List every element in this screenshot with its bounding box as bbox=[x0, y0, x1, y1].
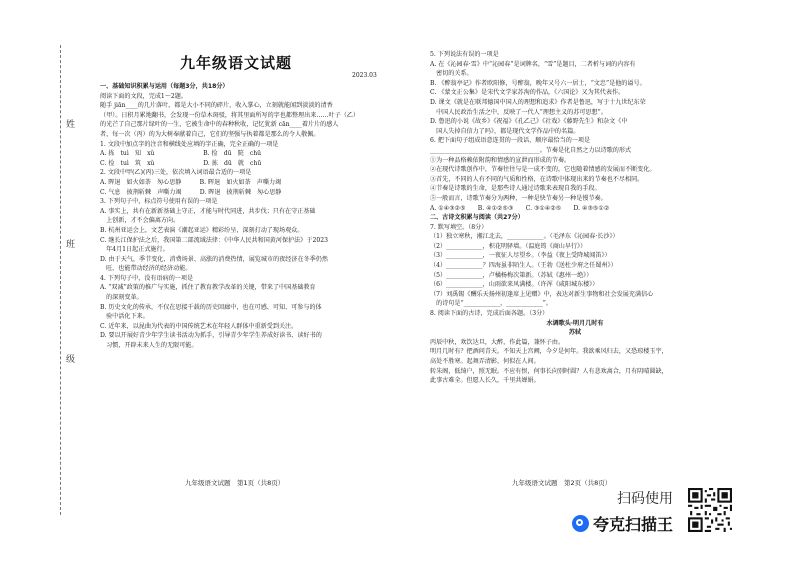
text-line: 8. 阅读下面的古诗，完成后面各题。（3分） bbox=[430, 310, 549, 318]
text-line: （甲）。日积月累地翻书，会发现一份草木斑驳，将其里面所写的字也都整理出来……叶子（乙） bbox=[100, 111, 359, 119]
text-line: 丙辰中秋，欢饮达旦，大醉，作此篇，兼怀子由。 bbox=[430, 338, 565, 346]
text-line: 上创新，才不会偏离方向。 bbox=[100, 217, 180, 225]
text-line: A. 晖退 如火如荼 匆心思静 B. 晖退 如火如荼 声嘶力竭 bbox=[100, 178, 282, 186]
text-line: 旺，也能带动经济的经济动能。 bbox=[100, 265, 192, 273]
text-line: ⑤一般而言，诗歌节奏分为两种，一种是快节奏另一种是慢节奏。 bbox=[430, 194, 607, 202]
text-line: 的诗句是“____________，____________”。 bbox=[430, 300, 553, 308]
text-line: 中国人民政治生活之中，反映了一代人“理想主义的苏可思想”。 bbox=[430, 108, 607, 116]
text-line: 的深刻变革。 bbox=[100, 294, 143, 302]
text-line: D. 由于天气，季节变化、消费场景、高涨的消费热情，展览城市的夜经济在冬季仍然 bbox=[100, 255, 328, 263]
text-line: 2. 文段中甲(乙)(丙)三处，依次填入词语最合适的一项是 bbox=[100, 169, 252, 177]
text-line: D. 鲁迅的小说《故乡》《祝福》《孔乙己》《社戏》《藤野先生》和杂文《中 bbox=[430, 118, 628, 126]
text-line: 习惯，开辟未来人生的无限可能。 bbox=[100, 342, 198, 350]
text-line: B. 历史文化的传承，不仅在思接千载的历史回廊中，也在可感、可知、可参与的体 bbox=[100, 303, 322, 311]
text-line: 随手 jiān____的几片落叶，都是大小不同的碎片，收入掌心，立刻就能闻到淡淡的清香 bbox=[100, 102, 333, 110]
section-heading: 一、基础知识积累与运用（每题3分，共18分） bbox=[100, 83, 229, 90]
text-line: 国人失掉自信力了吗》，都是现代文学作品中的名篇。 bbox=[430, 127, 580, 135]
text-line: 的光芒了自己那片绿叶的一生，它被生命中的春种秋收，记忆犹新 cān____着片片的感人 bbox=[100, 121, 339, 129]
text-line: A. 拣 tuì 知 xǔ B. 捡 dū 院 chū bbox=[100, 150, 262, 158]
text-line: ②在现代诗歌创作中，节奏往往与是一成不变的，它也随着情感的发展而不断变化。 bbox=[430, 166, 656, 174]
gutter-label-name: 姓 bbox=[66, 120, 76, 130]
text-line: B. 杭州亚运会上，文艺表演《潮起亚运》精彩纷呈，深刻打动了现场观众。 bbox=[100, 226, 304, 234]
right-column bbox=[430, 50, 720, 386]
text-line: （2）____________，枳花明驿墙。（温庭筠《商山早行》） bbox=[430, 242, 587, 250]
text-line: ④节奏是诗歌的生命，是那些诗人通过诗歌来表现自我的手段。 bbox=[430, 185, 601, 193]
text-line: C. 《蒙文正公集》是宋代文学家苏洵的作品，《六国论》又为其代表作。 bbox=[430, 89, 625, 97]
text-line: 年4月1日起正式施行。 bbox=[100, 246, 169, 254]
text-line: 明月几时有？把酒问青天。不知天上宫阙，今夕是何年。我欲乘风归去，又恐琼楼玉宇， bbox=[430, 348, 668, 356]
text-line: 此事古难全。但愿人长久，千里共婵娟。 bbox=[430, 377, 540, 385]
text-line: C. 继长江保护法之后，我国第二部流域法律：《中华人民共和国黄河保护法》于2023 bbox=[100, 236, 328, 244]
text-line: 密切的关系。 bbox=[430, 70, 473, 78]
text-line: 者，每一次（丙）的为大树奉献着自己，它们的坚强与执着都是那么的令人敬佩。 bbox=[100, 130, 320, 138]
text-line: 1. 文段中加点字的注音和横线处应填的字正确，完全正确的一项是 bbox=[100, 140, 279, 148]
quark-logo-icon bbox=[572, 515, 589, 532]
footer-left: 九年级语文试题 第1页（共8页） bbox=[185, 479, 285, 487]
binding-line bbox=[60, 45, 61, 515]
text-line: D. 要以开展好青少年学生读书活动为抓手，引导青少年学生养成好读书、读好书的 bbox=[100, 332, 322, 340]
text-line: （3）____________，一夜征人尽望乡。（李益《夜上受降城闻笛》） bbox=[430, 252, 611, 260]
qr-code-icon[interactable] bbox=[688, 488, 732, 532]
section-heading: 二、古诗文积累与阅读（共27分） bbox=[430, 214, 524, 222]
text-line: （1）独立寒秋，湘江北去，____________。（毛泽东《沁园春·长沙》） bbox=[430, 233, 619, 241]
text-line: C. 气息 披荆斩棘 声嘶力竭 D. 晖退 披荆斩棘 匆心思静 bbox=[100, 188, 282, 196]
text-line: ____________________________________。节奏是化自然之力以诗歌的形式 bbox=[430, 146, 632, 154]
brand-name: 夸克扫描王 bbox=[593, 515, 674, 534]
footer-right: 九年级语文试题 第2页（共8页） bbox=[512, 479, 612, 487]
gutter-label-class: 班 bbox=[66, 240, 76, 250]
gutter-label-grade: 级 bbox=[66, 355, 76, 365]
left-column bbox=[100, 82, 420, 351]
text-line: B. 《醉翁亭记》作者欧阳修，号醉翁，晚年又号六一居士，“文忠”是他的谥号。 bbox=[430, 79, 646, 87]
text-line: ①为一种品格赖依附韵和情感的宣泄而形成的节奏。 bbox=[430, 156, 571, 164]
text-line: 7. 默写填空。（8分） bbox=[430, 223, 488, 231]
text-line: D. 课文《就是在联邦德国中国人的理想和追求》作者是鲁迅，写于十九世纪东荣 bbox=[430, 98, 646, 106]
page-title: 九年级语文试题 bbox=[180, 54, 293, 72]
text-line: 4. 下列句子中，没有语病的一项是 bbox=[100, 274, 194, 282]
poem-heading: 水调歌头·明月几时有 bbox=[546, 319, 604, 327]
text-line: A. 事实上，共有在新新基础上守正，才能与时代同进，共步伐；只有在守正基础 bbox=[100, 207, 316, 215]
text-line: 高处不胜寒。起舞弄清影，何似在人间。 bbox=[430, 358, 540, 365]
poem-heading: 苏轼 bbox=[568, 329, 582, 337]
text-line: C. 捡 tuì 筑 xǔ D. 拣 dū 就 chū bbox=[100, 159, 262, 167]
text-line: 验中活化下来。 bbox=[100, 313, 149, 321]
text-line: （4）____________？四海虽非陌生人。（王勃《送杜少府之任蜀州》） bbox=[430, 262, 617, 270]
text-line: （5）____________，卢橘杨梅次第新。（苏轼《惠州一绝》） bbox=[430, 271, 593, 279]
text-line: 5. 下列说法有误的一项是 bbox=[430, 51, 499, 58]
text-line: 6. 把下面句子组成语意连贯的一段话，顺序最恰当的一项是 bbox=[430, 137, 591, 145]
text-line: 3. 下列句子中，标点符号使用有误的一项是 bbox=[100, 198, 218, 206]
scanner-brand[interactable] bbox=[572, 512, 673, 535]
text-line: A. “双减”政策的推广与实施，抓住了教育教学改革的关键，带来了中国基础教育 bbox=[100, 284, 316, 292]
text-line: （6）____________，山雨欲来风满楼。（许浑《咸阳城东楼》） bbox=[430, 281, 599, 289]
text-line: ③首先，不同的人有不同的气质和性格，在诗歌中体现出来的节奏也不尽相同。 bbox=[430, 175, 644, 183]
text-line: 阅读下面的文段，完成1～2题。 bbox=[100, 92, 187, 100]
text-line: （7）刘禹锡《酬乐天扬州初逢席上见赠》中，表达对新生事物和社会发展充满信心 bbox=[430, 290, 654, 298]
text-line: 转朱阁，低绮户，照无眠。不应有恨，何事长向别时圆？人有悲欢离合，月有阴晴圆缺， bbox=[430, 367, 668, 375]
exam-date: 2023.03 bbox=[352, 72, 377, 79]
text-line: A. ①④③②⑤ B. ④①②⑤③ C. ③①④②⑤ D. ④③⑤①② bbox=[430, 204, 610, 212]
text-line: A. 在《沁园春·雪》中“沁园春”是词牌名，“雪”是题目，二者析与词的内容有 bbox=[430, 60, 636, 68]
text-line: C. 近年来，以昆曲为代表的中国传统艺术在年轻人群体中重新受到关注。 bbox=[100, 322, 298, 330]
scan-prompt: 扫码使用 bbox=[617, 491, 673, 507]
